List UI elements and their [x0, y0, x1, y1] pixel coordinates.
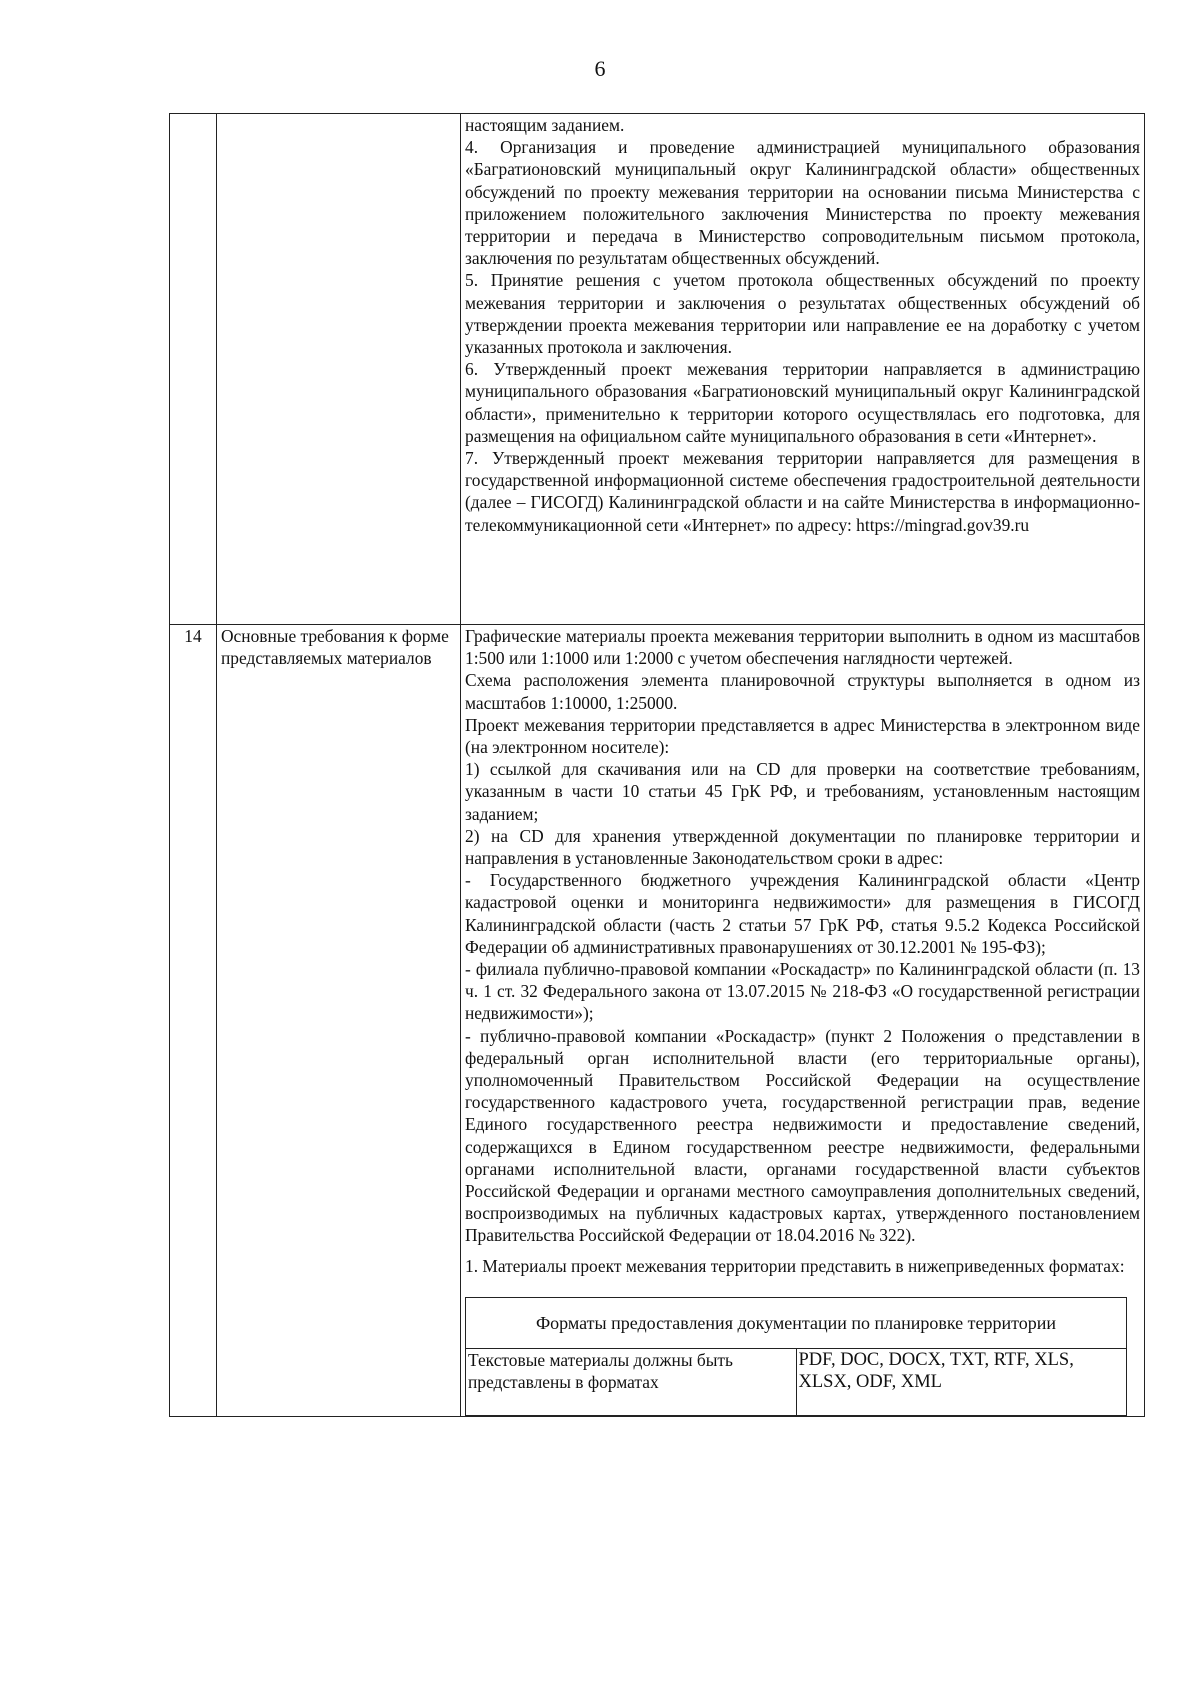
formats-table-title: Форматы предоставления документации по планировке территории — [466, 1297, 1127, 1348]
requirements-table — [169, 113, 1145, 1417]
paragraph: Проект межевания территории представляется в адрес Министерства в электронном виде (на электронном носителе): — [465, 714, 1140, 758]
page-number: 6 — [594, 56, 606, 81]
row-name-cell — [217, 114, 461, 625]
row-content-cell — [461, 625, 1145, 1417]
paragraph: - Государственного бюджетного учреждения Калининградской области «Центр кадастровой оценки и мониторинга недвижимости» для размещения в ГИСОГД Калининградской области (часть 2 статьи 57 ГрК РФ, статья 9.5.2 Кодекса Российской Федерации об административных правонарушениях от 30.12.2001 № 195-ФЗ); — [465, 870, 1140, 957]
paragraph: Графические материалы проекта межевания территории выполнить в одном из масштабов 1:500 или 1:1000 или 1:2000 с учетом обеспечения наглядности чертежей. — [465, 626, 1140, 669]
paragraph: 6. Утвержденный проект межевания территории направляется в администрацию муниципального образования «Багратионовский муниципальный округ Калининградской области», применительно к территории которого осуществлялась его подготовка, для размещения на официальном сайте муниципального образования в сети «Интернет». — [465, 359, 1140, 446]
formats-value-cell: PDF, DOC, DOCX, TXT, RTF, XLS, XLSX, ODF, XML — [796, 1348, 1127, 1415]
row-content-cell — [461, 114, 1145, 625]
row-number-cell: 14 — [170, 625, 217, 1417]
paragraph: 4. Организация и проведение администрацией муниципального образования «Багратионовский муниципальный округ Калининградской области» общественных обсуждений по проекту межевания территории на основании письма Министерства с приложением положительного заключения Министерства по проекту межевания территории и передача в Министерство сопроводительным письмом протокола, заключения по результатам общественных обсуждений. — [465, 137, 1140, 269]
paragraph: 2) на CD для хранения утвержденной документации по планировке территории и направления в установленные Законодательством сроки в адрес: — [465, 825, 1140, 869]
table-row — [170, 625, 1145, 1417]
row-number-cell — [170, 114, 217, 625]
paragraph: - публично-правовой компании «Роскадастр» (пункт 2 Положения о представлении в федеральный орган исполнительной власти (его территориальные органы), уполномоченный Правительством Российской Федерации на осуществление государственного кадастрового учета, государственной регистрации прав, ведение Единого государственного реестра недвижимости и предоставление сведений, содержащихся в Едином государственном реестре недвижимости, федеральными органами исполнительной власти, органами государственной власти субъектов Российской Федерации и органами местного самоуправления дополнительных сведений, воспроизводимых на публичных кадастровых картах, утвержденного постановлением Правительства Российской Федерации от 18.04.2016 № 322). — [465, 1025, 1140, 1246]
paragraph: 1. Материалы проект межевания территории представить в нижеприведенных форматах: — [465, 1255, 1125, 1276]
formats-table — [465, 1297, 1127, 1416]
paragraph: настоящим заданием. — [465, 115, 625, 135]
table-row — [466, 1348, 1127, 1415]
paragraph: Схема расположения элемента планировочной структуры выполняется в одном из масштабов 1:10000, 1:25000. — [465, 670, 1140, 713]
paragraph: 7. Утвержденный проект межевания территории направляется для размещения в государственной информационной системе обеспечения градостроительной деятельности (далее – ГИСОГД) Калининградской области и на сайте Министерства в информационно-телекоммуникационной сети «Интернет» по адресу: https://mingrad.gov39.ru — [465, 448, 1140, 535]
row-name-cell: Основные требования к форме представляемых материалов — [217, 625, 461, 1417]
paragraph: 5. Принятие решения с учетом протокола общественных обсуждений по проекту межевания территории и заключения о результатах общественных обсуждений об утверждении проекта межевания территории или направление ее на доработку с учетом указанных протокола и заключения. — [465, 270, 1140, 358]
table-row — [170, 114, 1145, 625]
paragraph: 1) ссылкой для скачивания или на CD для проверки на соответствие требованиям, указанным в части 10 статьи 45 ГрК РФ, и требованиям, установленным настоящим заданием; — [465, 759, 1140, 824]
formats-label-cell: Текстовые материалы должны быть представлены в форматах — [466, 1348, 797, 1415]
table-row — [466, 1297, 1127, 1348]
paragraph: - филиала публично-правовой компании «Роскадастр» по Калининградской области (п. 13 ч. 1 ст. 32 Федерального закона от 13.07.2015 № 218-ФЗ «О государственной регистрации недвижимости»); — [465, 959, 1140, 1024]
